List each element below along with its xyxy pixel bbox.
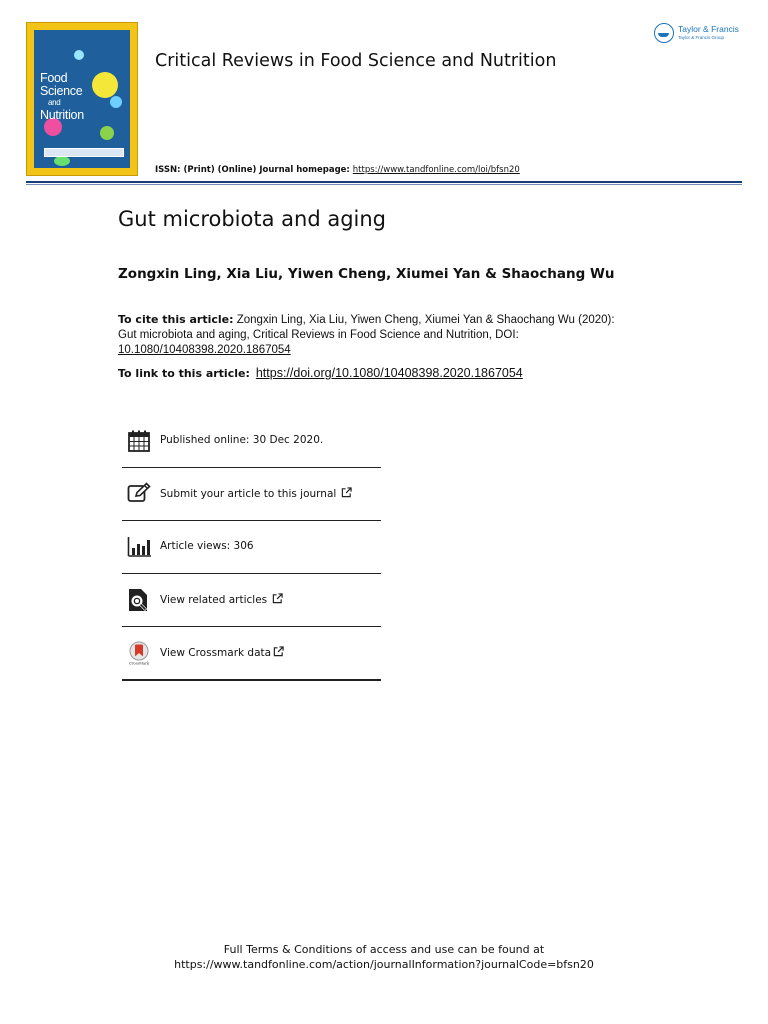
- cover-word: Science: [40, 84, 83, 98]
- header-divider: [26, 181, 742, 183]
- citation-block: [118, 312, 628, 358]
- calendar-icon: [127, 429, 151, 453]
- cite-doi-link[interactable]: 10.1080/10408398.2020.1867054: [118, 344, 291, 356]
- cover-word: Nutrition: [40, 108, 84, 122]
- cover-word: and: [48, 98, 61, 107]
- cover-word: Food: [40, 71, 68, 85]
- publisher-name: Taylor & Francis: [678, 24, 739, 34]
- journal-title: Critical Reviews in Food Science and Nutrition: [155, 51, 557, 71]
- cover-strip: [44, 148, 124, 157]
- article-title: Gut microbiota and aging: [118, 207, 386, 231]
- link-line: [118, 366, 523, 380]
- journal-homepage-link[interactable]: https://www.tandfonline.com/loi/bfsn20: [352, 165, 520, 175]
- related-articles-link[interactable]: [160, 593, 283, 606]
- submit-article-label: Submit your article to this journal: [160, 488, 337, 500]
- related-articles-label: View related articles: [160, 594, 268, 606]
- terms-footer: [0, 942, 768, 972]
- terms-url[interactable]: https://www.tandfonline.com/action/journalInformation?journalCode=bfsn20: [174, 958, 594, 971]
- cite-text: Zongxin Ling, Xia Liu, Yiwen Cheng, Xiumei Yan & Shaochang Wu (2020): Gut microbiota and aging, Critical Reviews in Food Science and Nutrition, DOI:: [118, 314, 615, 341]
- publisher-logo[interactable]: [654, 22, 744, 48]
- published-date: Published online: 30 Dec 2020.: [160, 434, 324, 446]
- article-info-panel: [122, 415, 381, 681]
- external-link-icon: [272, 593, 283, 604]
- external-link-icon: [341, 487, 352, 498]
- article-authors: Zongxin Ling, Xia Liu, Yiwen Cheng, Xiumei Yan & Shaochang Wu: [118, 266, 615, 282]
- issn-line: [155, 165, 520, 175]
- header-divider-thin: [26, 184, 742, 185]
- info-row-related[interactable]: [122, 574, 381, 627]
- edit-icon: [127, 482, 151, 506]
- external-link-icon: [273, 646, 284, 657]
- publisher-group: Taylor & Francis Group: [678, 35, 725, 40]
- article-views: Article views: 306: [160, 540, 254, 552]
- terms-text: Full Terms & Conditions of access and use can be found at: [223, 943, 545, 956]
- link-label: To link to this article:: [118, 367, 250, 380]
- journal-cover-image: [26, 22, 138, 176]
- cover-artwork: [34, 30, 130, 168]
- publisher-logo-icon: [654, 23, 674, 43]
- crossmark-caption: CrossMark: [128, 661, 150, 665]
- crossmark-label: View Crossmark data: [160, 647, 272, 659]
- info-row-published: [122, 415, 381, 468]
- crossmark-link[interactable]: [160, 646, 284, 659]
- info-row-crossmark[interactable]: [122, 627, 381, 681]
- document-search-icon: [127, 588, 151, 612]
- crossmark-icon: [127, 641, 151, 665]
- doi-link[interactable]: https://doi.org/10.1080/10408398.2020.1867054: [255, 366, 523, 380]
- info-row-submit[interactable]: [122, 468, 381, 521]
- info-row-views: [122, 521, 381, 574]
- bar-chart-icon: [127, 535, 151, 559]
- issn-label: ISSN: (Print) (Online) Journal homepage:: [155, 165, 353, 175]
- cite-label: To cite this article:: [118, 313, 234, 326]
- submit-article-link[interactable]: [160, 487, 352, 500]
